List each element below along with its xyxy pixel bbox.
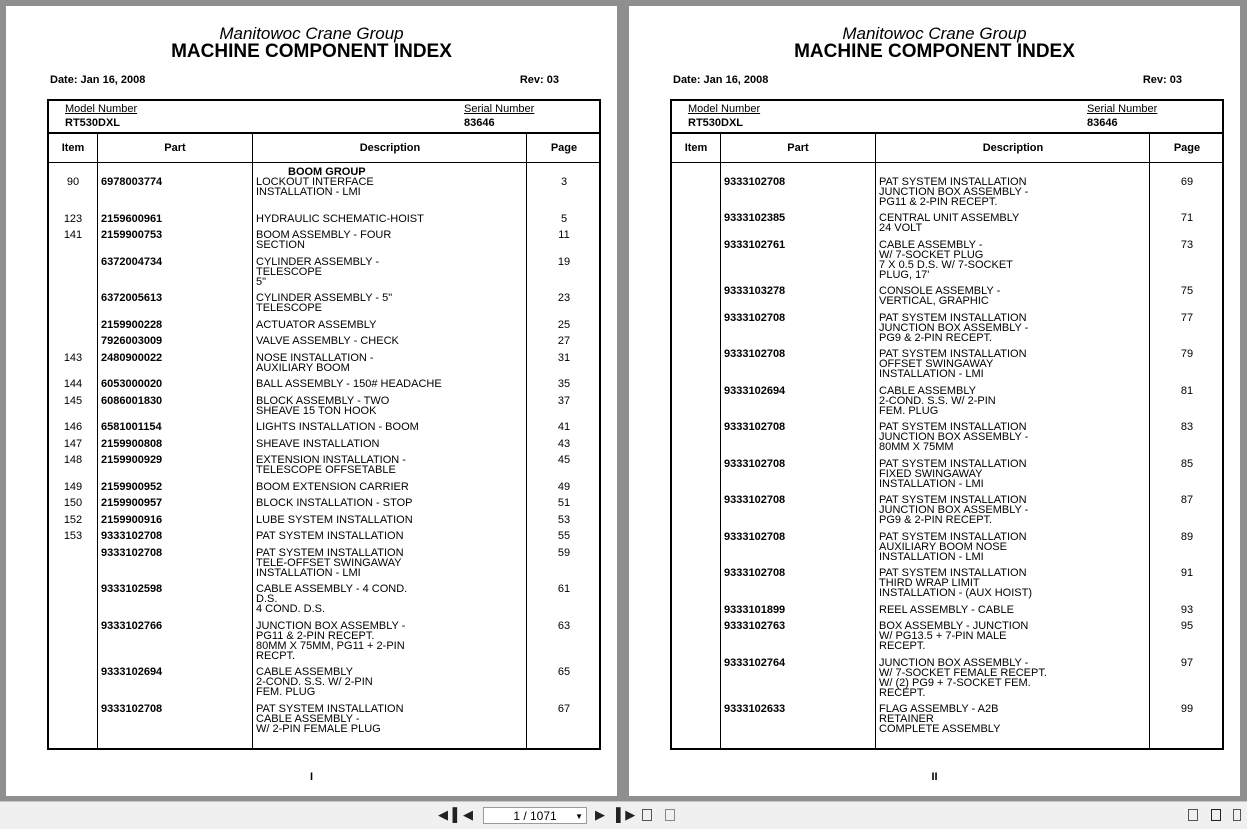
description-line: JUNCTION BOX ASSEMBLY - xyxy=(879,186,1029,198)
description-line: FIXED SWINGAWAY xyxy=(879,468,983,480)
part-number: 9333102708 xyxy=(724,176,786,188)
description xyxy=(879,495,1147,525)
description xyxy=(879,532,1147,562)
description-line: PAT SYSTEM INSTALLATION xyxy=(879,176,1027,188)
part-number: 9333102761 xyxy=(724,239,786,251)
component-table xyxy=(670,99,1224,750)
part-number: 6372005613 xyxy=(101,292,163,304)
description-line: INSTALLATION - LMI xyxy=(879,368,984,380)
description xyxy=(879,349,1147,379)
document-page-1 xyxy=(6,6,617,796)
part-number: 2480900022 xyxy=(101,352,163,364)
description-line: CONSOLE ASSEMBLY - xyxy=(879,285,1001,297)
description-line: PAT SYSTEM INSTALLATION xyxy=(879,458,1027,470)
part-number: 6086001830 xyxy=(101,395,163,407)
document-page-2 xyxy=(629,6,1240,796)
description-line: 2-COND. S.S. W/ 2-PIN xyxy=(879,395,996,407)
rev-label: Rev: 03 xyxy=(519,74,559,86)
description-line: 24 VOLT xyxy=(879,222,923,234)
description xyxy=(256,482,524,492)
item-number: 145 xyxy=(63,395,83,407)
page-reference[interactable]: 89 xyxy=(1180,531,1194,543)
description xyxy=(879,240,1147,280)
part-number: 9333102694 xyxy=(101,666,163,678)
part-number: 9333102708 xyxy=(724,531,786,543)
part-number: 9333102598 xyxy=(101,583,163,595)
part-number: 6581001154 xyxy=(101,421,162,433)
description-line: PAT SYSTEM INSTALLATION xyxy=(256,547,404,559)
description-line: CABLE ASSEMBLY xyxy=(256,666,354,678)
next-page-icon[interactable]: ▶ xyxy=(595,807,605,822)
page-reference[interactable]: 53 xyxy=(557,514,571,526)
page-reference[interactable]: 37 xyxy=(557,395,571,407)
page-reference[interactable]: 5 xyxy=(560,213,568,225)
part-number: 9333102708 xyxy=(724,494,786,506)
page-layout-icon[interactable] xyxy=(642,809,652,821)
description xyxy=(256,704,524,734)
last-page-icon[interactable]: ▌▶ xyxy=(616,807,636,822)
description-line: COMPLETE ASSEMBLY xyxy=(879,723,1001,735)
part-number: 9333102764 xyxy=(724,657,786,669)
description-line: 2-COND. S.S. W/ 2-PIN xyxy=(256,676,373,688)
description-line: PAT SYSTEM INSTALLATION xyxy=(256,530,404,542)
part-number: 2159900952 xyxy=(101,481,163,493)
description xyxy=(256,455,524,475)
divider xyxy=(875,134,876,748)
part-number: 2159900916 xyxy=(101,514,163,526)
column-header xyxy=(672,134,1222,163)
item-number: 146 xyxy=(63,421,83,433)
part-number: 9333102708 xyxy=(101,530,163,542)
prev-page-icon[interactable]: ◀ xyxy=(463,807,473,822)
description xyxy=(879,568,1147,598)
description-line: INSTALLATION - LMI xyxy=(256,186,361,198)
description-line: CYLINDER ASSEMBLY - xyxy=(256,256,380,268)
description xyxy=(879,658,1147,698)
description-line: CABLE ASSEMBLY - xyxy=(879,239,983,251)
description-line: REEL ASSEMBLY - CABLE xyxy=(879,604,1014,616)
page-reference[interactable]: 31 xyxy=(557,352,571,364)
description-line: LUBE SYSTEM INSTALLATION xyxy=(256,514,413,526)
divider xyxy=(97,134,98,748)
description-line: CABLE ASSEMBLY xyxy=(879,385,977,397)
part-number: 2159900808 xyxy=(101,438,163,450)
part-number: 9333102385 xyxy=(724,212,786,224)
page-reference[interactable]: 67 xyxy=(557,703,571,715)
description-line: W/ (2) PG9 + 7-SOCKET FEM. xyxy=(879,677,1031,689)
page-reference[interactable]: 19 xyxy=(557,256,571,268)
description-line: 5" xyxy=(256,276,267,288)
page-reference[interactable]: 73 xyxy=(1180,239,1194,251)
model-number-value: RT530DXL xyxy=(688,117,744,129)
description-line: PAT SYSTEM INSTALLATION xyxy=(256,703,404,715)
component-table xyxy=(47,99,601,750)
page-view-icon[interactable] xyxy=(665,809,675,821)
part-number: 6978003774 xyxy=(101,176,163,188)
part-number: 9333102708 xyxy=(724,312,786,324)
page-reference[interactable]: 97 xyxy=(1180,657,1194,669)
description-line: PAT SYSTEM INSTALLATION xyxy=(879,348,1027,360)
part-number: 6053000020 xyxy=(101,378,163,390)
description-line: FEM. PLUG xyxy=(256,686,316,698)
page-reference[interactable]: 27 xyxy=(557,335,571,347)
part-number: 9333102633 xyxy=(724,703,786,715)
page-reference[interactable]: 61 xyxy=(557,583,571,595)
page-reference[interactable]: 93 xyxy=(1180,604,1194,616)
description-line: TELESCOPE xyxy=(256,302,323,314)
description-line: HYDRAULIC SCHEMATIC-HOIST xyxy=(256,213,424,225)
description-line: W/ 7-SOCKET FEMALE RECEPT. xyxy=(879,667,1047,679)
item-number: 152 xyxy=(63,514,83,526)
description-line: RECEPT. xyxy=(879,687,926,699)
description-line: JUNCTION BOX ASSEMBLY - xyxy=(879,431,1029,443)
page-reference[interactable]: 43 xyxy=(557,438,571,450)
description-line: PG9 & 2-PIN RECEPT. xyxy=(879,332,993,344)
date-label: Date: Jan 16, 2008 xyxy=(673,74,769,86)
description-line: PG9 & 2-PIN RECEPT. xyxy=(879,514,993,526)
description-line: TELESCOPE xyxy=(256,266,323,278)
description-line: FLAG ASSEMBLY - A2B xyxy=(879,703,999,715)
description-line: PAT SYSTEM INSTALLATION xyxy=(879,421,1027,433)
description xyxy=(879,704,1147,734)
col-item: Item xyxy=(684,142,708,154)
single-page-icon[interactable] xyxy=(1188,809,1198,821)
description xyxy=(256,531,524,541)
part-number: 9333102708 xyxy=(101,703,163,715)
page-reference[interactable]: 65 xyxy=(557,666,571,678)
page-footer-number: I xyxy=(309,771,314,783)
page-reference[interactable]: 25 xyxy=(557,319,571,331)
description xyxy=(879,286,1147,306)
description-line: W/ 2-PIN FEMALE PLUG xyxy=(256,723,381,735)
description xyxy=(256,548,524,578)
description xyxy=(256,167,524,197)
description-line: INSTALLATION - LMI xyxy=(879,478,984,490)
item-number: 147 xyxy=(63,438,83,450)
item-number: 149 xyxy=(63,481,83,493)
description-line: SHEAVE 15 TON HOOK xyxy=(256,405,377,417)
description-line: 80MM X 75MM, PG11 + 2-PIN xyxy=(256,640,405,652)
description-line: PAT SYSTEM INSTALLATION xyxy=(879,312,1027,324)
description-line: TELE-OFFSET SWINGAWAY xyxy=(256,557,402,569)
description-line: CABLE ASSEMBLY - xyxy=(256,713,360,725)
description xyxy=(879,459,1147,489)
part-number: 2159900929 xyxy=(101,454,163,466)
part-number: 9333102708 xyxy=(724,567,786,579)
item-number: 141 xyxy=(63,229,83,241)
col-description: Description xyxy=(982,142,1044,154)
page-reference[interactable]: 45 xyxy=(557,454,571,466)
description-line: AUXILIARY BOOM NOSE xyxy=(879,541,1007,553)
page-reference[interactable]: 99 xyxy=(1180,703,1194,715)
description-line: 80MM X 75MM xyxy=(879,441,954,453)
page-reference[interactable]: 85 xyxy=(1180,458,1194,470)
description-line: INSTALLATION - LMI xyxy=(879,551,984,563)
company-name: Manitowoc Crane Group xyxy=(219,24,404,43)
description xyxy=(256,214,524,224)
description-line: PG11 & 2-PIN RECEPT. xyxy=(256,630,375,642)
description xyxy=(256,257,524,287)
continuous-page-icon[interactable] xyxy=(1211,809,1221,821)
description-line: CENTRAL UNIT ASSEMBLY xyxy=(879,212,1020,224)
description xyxy=(256,230,524,250)
description-line: BALL ASSEMBLY - 150# HEADACHE xyxy=(256,378,442,390)
col-part: Part xyxy=(164,142,186,154)
column-header xyxy=(49,134,599,163)
item-number: 123 xyxy=(63,213,83,225)
page-reference[interactable]: 69 xyxy=(1180,176,1194,188)
page-reference[interactable]: 87 xyxy=(1180,494,1194,506)
description xyxy=(256,498,524,508)
description-line: W/ PG13.5 + 7-PIN MALE xyxy=(879,630,1007,642)
description-line: SHEAVE INSTALLATION xyxy=(256,438,380,450)
description-line: RETAINER xyxy=(879,713,934,725)
description-line: AUXILIARY BOOM xyxy=(256,362,350,374)
page-reference[interactable]: 79 xyxy=(1180,348,1194,360)
page-number-input[interactable] xyxy=(483,807,587,824)
description-line: EXTENSION INSTALLATION - xyxy=(256,454,406,466)
description-line: ACTUATOR ASSEMBLY xyxy=(256,319,377,331)
description-line: VERTICAL, GRAPHIC xyxy=(879,295,989,307)
description-line: SECTION xyxy=(256,239,305,251)
description xyxy=(256,621,524,661)
serial-number-label: Serial Number xyxy=(464,103,535,115)
date-label: Date: Jan 16, 2008 xyxy=(50,74,146,86)
description-line: RECEPT. xyxy=(879,640,926,652)
document-title: MACHINE COMPONENT INDEX xyxy=(794,41,1075,62)
part-number: 9333102763 xyxy=(724,620,786,632)
page-reference[interactable]: 3 xyxy=(560,176,568,188)
description xyxy=(256,584,524,614)
description-line: W/ 7-SOCKET PLUG xyxy=(879,249,984,261)
page-reference[interactable]: 23 xyxy=(557,292,571,304)
serial-number-value: 83646 xyxy=(464,117,495,129)
description-line: JUNCTION BOX ASSEMBLY - xyxy=(879,322,1029,334)
page-reference[interactable]: 81 xyxy=(1180,385,1194,397)
part-number: 9333102708 xyxy=(101,547,163,559)
description-line: NOSE INSTALLATION - xyxy=(256,352,374,364)
description-line: CABLE ASSEMBLY - 4 COND. xyxy=(256,583,408,595)
description xyxy=(879,386,1147,416)
part-number: 6372004734 xyxy=(101,256,163,268)
page-reference[interactable]: 59 xyxy=(557,547,571,559)
description xyxy=(256,422,524,432)
description-line: PAT SYSTEM INSTALLATION xyxy=(879,531,1027,543)
description xyxy=(879,313,1147,343)
document-title: MACHINE COMPONENT INDEX xyxy=(171,41,452,62)
item-number: 153 xyxy=(63,530,83,542)
model-row xyxy=(672,101,1222,134)
model-number-value: RT530DXL xyxy=(65,117,121,129)
facing-page-icon[interactable] xyxy=(1233,809,1241,821)
description xyxy=(879,621,1147,651)
description-line: BLOCK ASSEMBLY - TWO xyxy=(256,395,390,407)
page-reference[interactable]: 95 xyxy=(1180,620,1194,632)
part-number: 9333103278 xyxy=(724,285,786,297)
item-number: 144 xyxy=(63,378,83,390)
part-number: 9333102766 xyxy=(101,620,163,632)
col-part: Part xyxy=(787,142,809,154)
description-line: BOOM ASSEMBLY - FOUR xyxy=(256,229,392,241)
part-number: 2159900228 xyxy=(101,319,163,331)
part-number: 2159600961 xyxy=(101,213,163,225)
page-reference[interactable]: 91 xyxy=(1180,567,1194,579)
model-row xyxy=(49,101,599,134)
description xyxy=(256,320,524,330)
page-reference[interactable]: 71 xyxy=(1180,212,1194,224)
item-number: 143 xyxy=(63,352,83,364)
description-line: TELESCOPE OFFSETABLE xyxy=(256,464,396,476)
description-line: JUNCTION BOX ASSEMBLY - xyxy=(879,504,1029,516)
description-line: CYLINDER ASSEMBLY - 5" xyxy=(256,292,393,304)
model-number-label: Model Number xyxy=(688,103,761,115)
description xyxy=(879,177,1147,207)
model-number-label: Model Number xyxy=(65,103,138,115)
col-item: Item xyxy=(61,142,85,154)
divider xyxy=(252,134,253,748)
divider xyxy=(1149,134,1150,748)
description-line: 7 X 0.5 D.S. W/ 7-SOCKET xyxy=(879,259,1013,271)
col-page: Page xyxy=(550,142,578,154)
description-line: OFFSET SWINGAWAY xyxy=(879,358,994,370)
part-number: 9333101899 xyxy=(724,604,786,616)
description-line: INSTALLATION - LMI xyxy=(256,567,361,579)
description xyxy=(256,396,524,416)
rev-label: Rev: 03 xyxy=(1142,74,1182,86)
first-page-icon[interactable]: ◀▐ xyxy=(438,807,458,822)
description-line: BOX ASSEMBLY - JUNCTION xyxy=(879,620,1029,632)
col-page: Page xyxy=(1173,142,1201,154)
description-line: THIRD WRAP LIMIT xyxy=(879,577,980,589)
description-line: D.S. xyxy=(256,593,278,605)
page-reference[interactable]: 49 xyxy=(557,481,571,493)
description-line: PAT SYSTEM INSTALLATION xyxy=(879,567,1027,579)
description-line: INSTALLATION - (AUX HOIST) xyxy=(879,587,1032,599)
description-line: FEM. PLUG xyxy=(879,405,939,417)
description-line: BOOM EXTENSION CARRIER xyxy=(256,481,409,493)
page-reference[interactable]: 41 xyxy=(557,421,571,433)
page-reference[interactable]: 51 xyxy=(557,497,571,509)
description-line: JUNCTION BOX ASSEMBLY - xyxy=(879,657,1029,669)
description-line: RECPT. xyxy=(256,650,296,662)
col-description: Description xyxy=(359,142,421,154)
description-line: PAT SYSTEM INSTALLATION xyxy=(879,494,1027,506)
description xyxy=(879,605,1147,615)
description xyxy=(256,293,524,313)
description xyxy=(879,213,1147,233)
description-line: LOCKOUT INTERFACE xyxy=(256,176,374,188)
description xyxy=(256,353,524,373)
part-number: 2159900753 xyxy=(101,229,163,241)
item-number: 90 xyxy=(66,176,80,188)
serial-number-label: Serial Number xyxy=(1087,103,1158,115)
page-indicator: 1 / 1071 xyxy=(513,809,557,823)
divider xyxy=(720,134,721,748)
part-number: 9333102708 xyxy=(724,458,786,470)
page-reference[interactable]: 83 xyxy=(1180,421,1194,433)
description xyxy=(256,667,524,697)
part-number: 7926003009 xyxy=(101,335,163,347)
page-reference[interactable]: 63 xyxy=(557,620,571,632)
description xyxy=(256,336,524,346)
page-reference[interactable]: 75 xyxy=(1180,285,1194,297)
description xyxy=(256,379,524,389)
item-number: 148 xyxy=(63,454,83,466)
description xyxy=(256,515,524,525)
description-line: 4 COND. D.S. xyxy=(256,603,326,615)
description xyxy=(256,439,524,449)
description-line: JUNCTION BOX ASSEMBLY - xyxy=(256,620,406,632)
description-line: BLOCK INSTALLATION - STOP xyxy=(256,497,413,509)
chevron-down-icon[interactable]: ▼ xyxy=(575,812,583,821)
page-reference[interactable]: 77 xyxy=(1180,312,1194,324)
item-number: 150 xyxy=(63,497,83,509)
company-name: Manitowoc Crane Group xyxy=(842,24,1027,43)
page-footer-number: II xyxy=(931,771,938,783)
part-number: 9333102708 xyxy=(724,421,786,433)
description-line: PLUG, 17' xyxy=(879,269,930,281)
page-reference[interactable]: 35 xyxy=(557,378,571,390)
part-number: 9333102708 xyxy=(724,348,786,360)
part-number: 2159900957 xyxy=(101,497,163,509)
page-reference[interactable]: 55 xyxy=(557,530,571,542)
description-line: VALVE ASSEMBLY - CHECK xyxy=(256,335,399,347)
serial-number-value: 83646 xyxy=(1087,117,1118,129)
part-number: 9333102694 xyxy=(724,385,786,397)
description-line: LIGHTS INSTALLATION - BOOM xyxy=(256,421,419,433)
page-reference[interactable]: 11 xyxy=(558,229,570,241)
pdf-toolbar xyxy=(0,801,1247,829)
group-heading: BOOM GROUP xyxy=(288,166,366,178)
description xyxy=(879,422,1147,452)
description-line: PG11 & 2-PIN RECEPT. xyxy=(879,196,998,208)
